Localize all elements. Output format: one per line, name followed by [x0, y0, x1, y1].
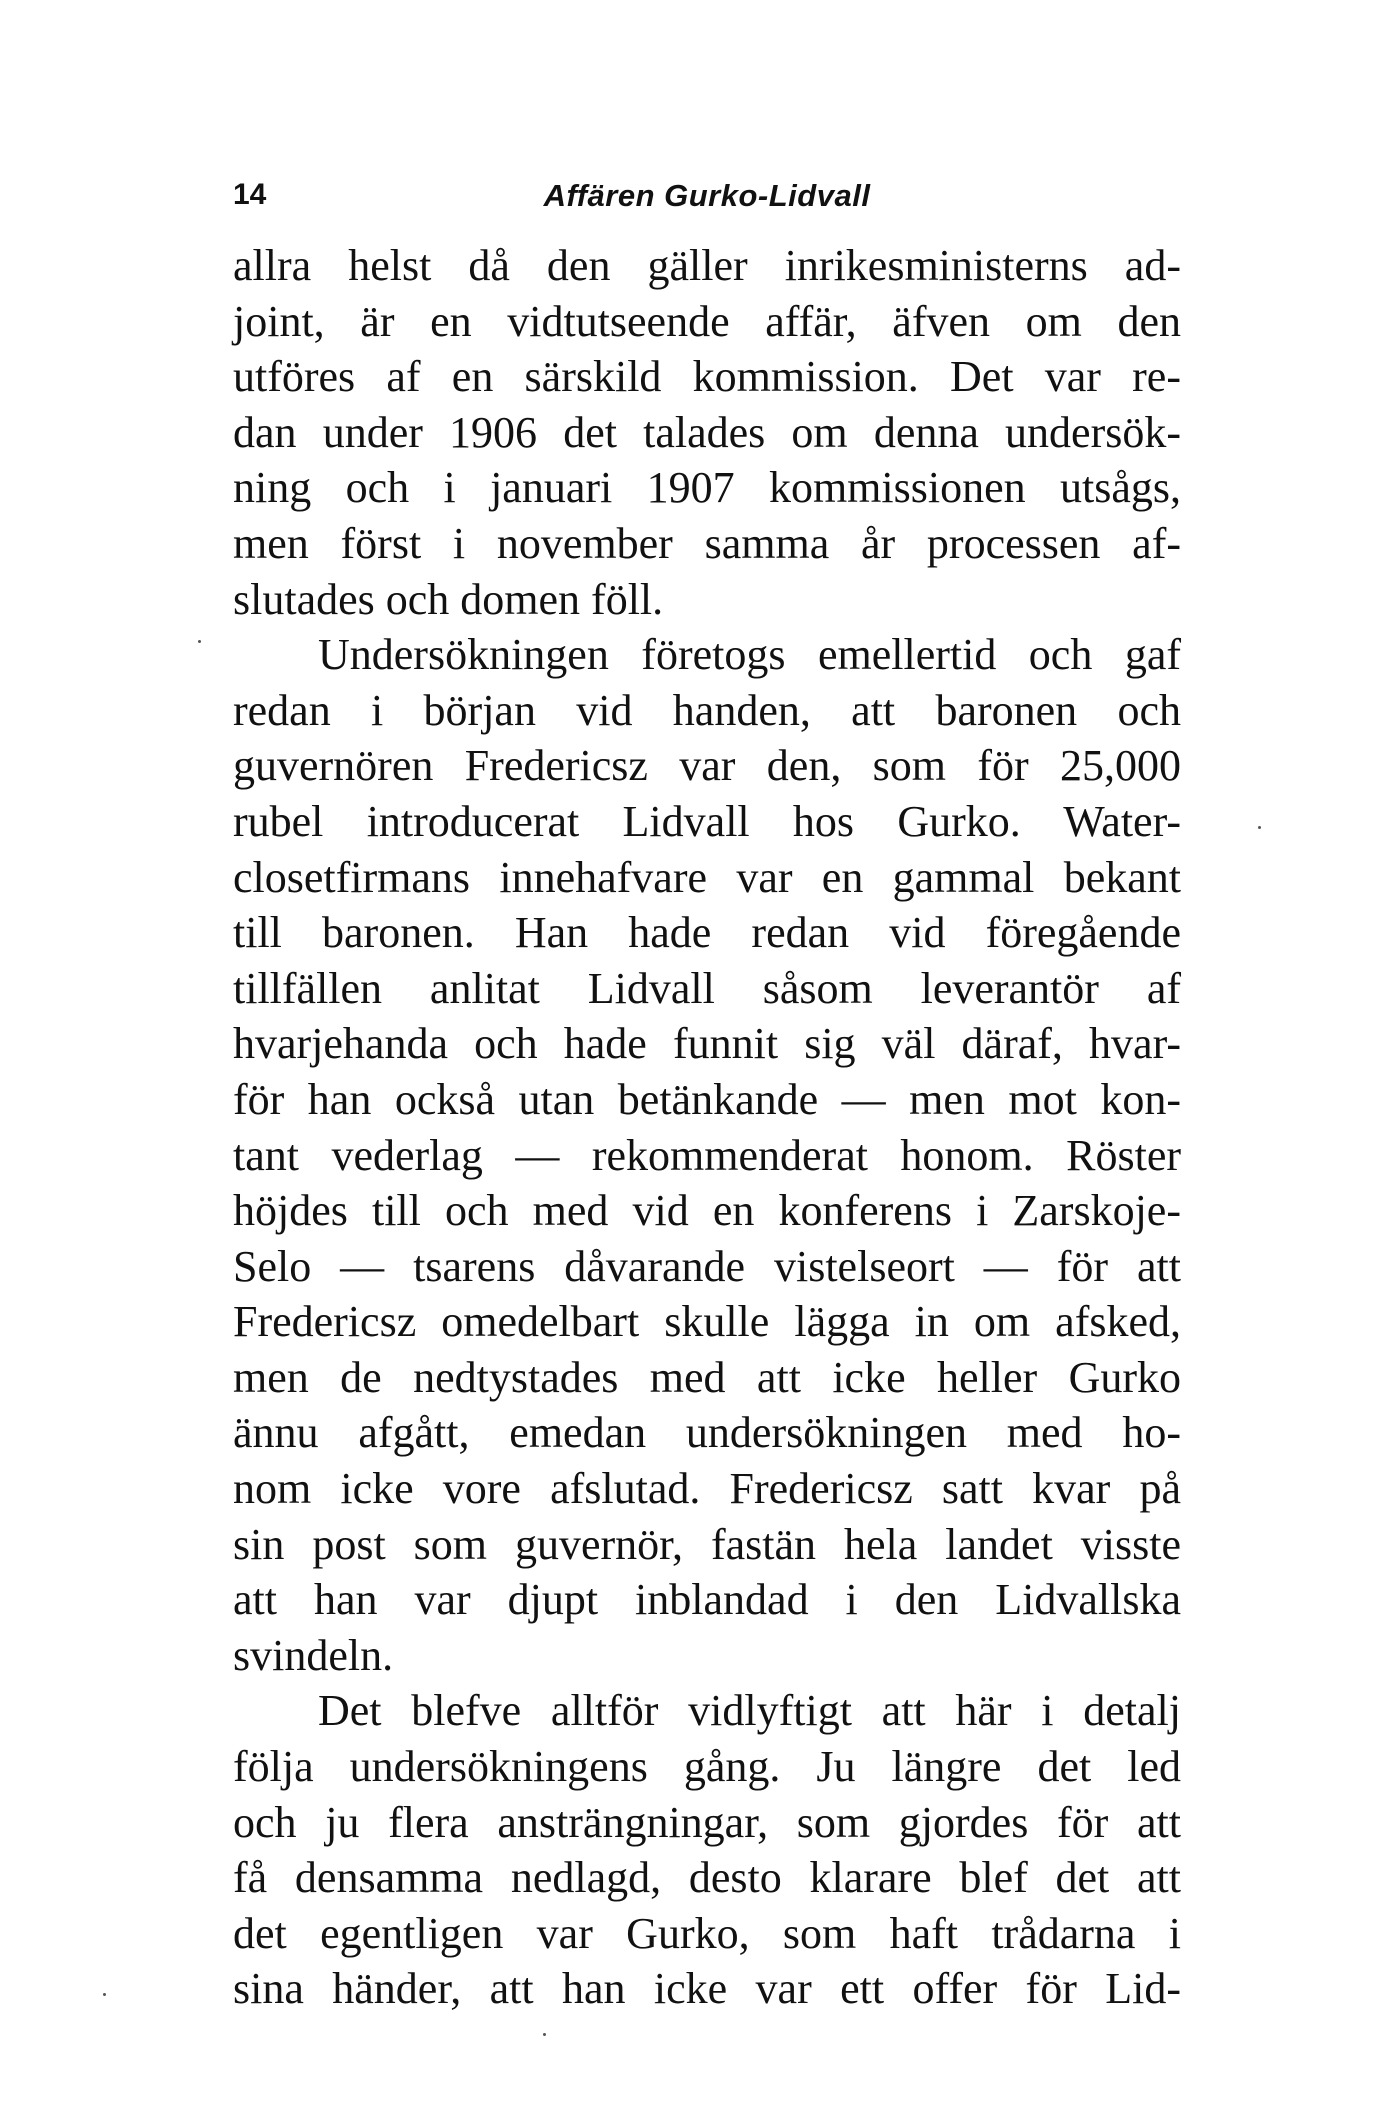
text-line: för han också utan betänkande — men mot kon-	[233, 1074, 1181, 1124]
text-line: höjdes till och med vid en konferens i Zarskoje-	[233, 1186, 1181, 1236]
text-line: tant vederlag — rekommenderat honom. Röster	[233, 1130, 1181, 1180]
page-header	[233, 178, 1181, 228]
text-line: nom icke vore afslutad. Fredericsz satt kvar på	[233, 1464, 1181, 1514]
text-line: rubel introducerat Lidvall hos Gurko. Water-	[233, 796, 1181, 846]
running-title: Affären Gurko-Lidvall	[543, 178, 871, 213]
text-line: till baronen. Han hade redan vid föregående	[233, 908, 1181, 958]
text-line: svindeln.	[233, 1630, 394, 1680]
body-text	[233, 238, 1181, 2017]
text-line: hvarjehanda och hade funnit sig väl däraf, hvar-	[233, 1019, 1181, 1069]
text-line: slutades och domen föll.	[233, 574, 664, 624]
text-line: redan i början vid handen, att baronen och	[233, 685, 1181, 735]
paragraph-start-line: Undersökningen företogs emellertid och gaf	[318, 630, 1181, 680]
text-line: closetfirmans innehafvare var en gammal bekant	[233, 852, 1181, 902]
text-line: men de nedtystades med att icke heller Gurko	[233, 1352, 1181, 1402]
text-line: joint, är en vidtutseende affär, äfven om den	[233, 296, 1181, 346]
paragraph-start-line: Det blefve alltför vidlyftigt att här i detalj	[318, 1686, 1181, 1736]
text-line: ännu afgått, emedan undersökningen med ho-	[233, 1408, 1181, 1458]
text-line: följa undersökningens gång. Ju längre det led	[233, 1742, 1181, 1792]
paper-speck	[543, 2033, 546, 2036]
text-line: men först i november samma år processen af-	[233, 518, 1181, 568]
text-line: Selo — tsarens dåvarande vistelseort — för att	[233, 1241, 1181, 1291]
text-line: guvernören Fredericsz var den, som för 25,000	[233, 741, 1181, 791]
text-line: ning och i januari 1907 kommissionen utsågs,	[233, 463, 1181, 513]
text-line: få densamma nedlagd, desto klarare blef det att	[233, 1853, 1181, 1903]
text-line: tillfällen anlitat Lidvall såsom leverantör af	[233, 963, 1181, 1013]
text-line: utföres af en särskild kommission. Det var re-	[233, 352, 1181, 402]
text-line: Fredericsz omedelbart skulle lägga in om afsked,	[233, 1297, 1181, 1347]
text-line: och ju flera ansträngningar, som gjordes för att	[233, 1797, 1181, 1847]
paper-speck	[103, 1993, 106, 1996]
text-line: att han var djupt inblandad i den Lidvallska	[233, 1575, 1181, 1625]
text-line: sina händer, att han icke var ett offer för Lid-	[233, 1964, 1181, 2014]
text-line: sin post som guvernör, fastän hela landet visste	[233, 1519, 1181, 1569]
text-line: dan under 1906 det talades om denna undersök-	[233, 407, 1181, 457]
page-number: 14	[233, 178, 267, 211]
text-line: det egentligen var Gurko, som haft trådarna i	[233, 1908, 1181, 1958]
paper-speck	[198, 640, 201, 643]
paper-speck	[1258, 826, 1261, 829]
text-line: allra helst då den gäller inrikesministerns ad-	[233, 241, 1181, 290]
